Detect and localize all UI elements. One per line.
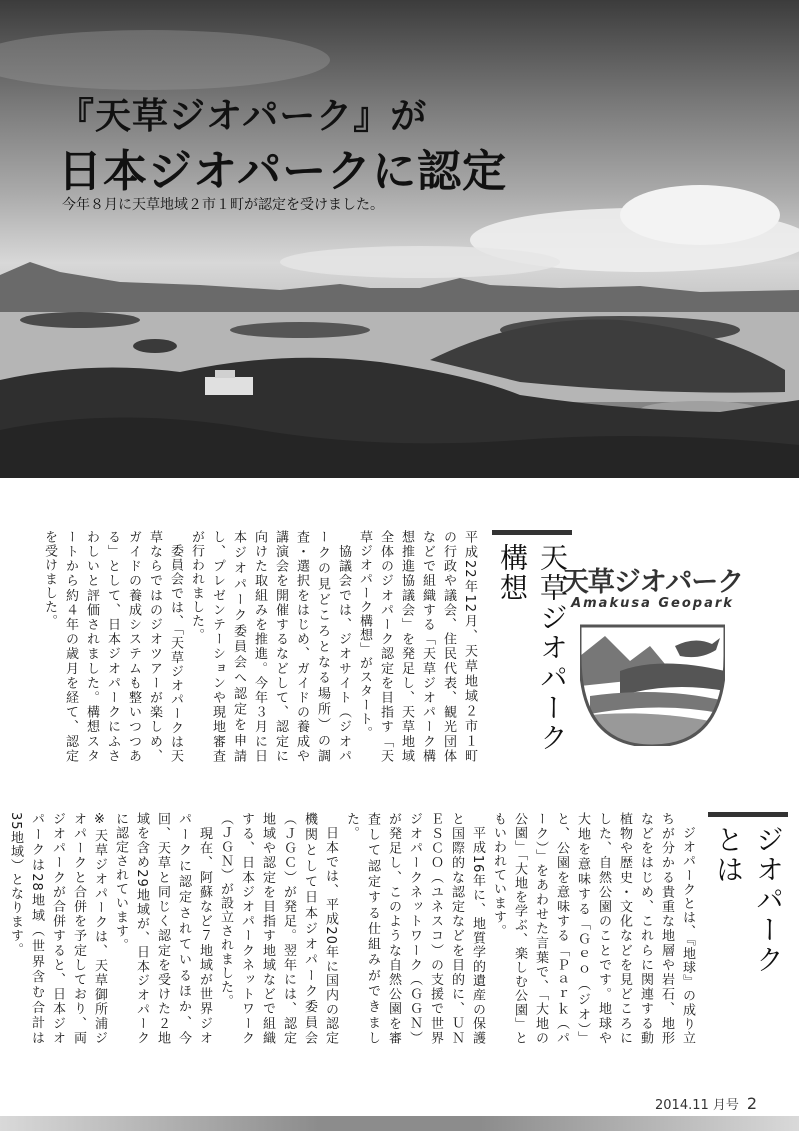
headline-subtitle: 今年８月に天草地域２市１町が認定を受けました。 (62, 197, 384, 213)
page-number: 2 (746, 1094, 758, 1113)
section-body-geopark-initiative: 平成22年12月、天草地域２市１町の行政や議会、住民代表、観光団体などで組織する「天草ジオパーク構想推進協議会」を発足し、天草地域全体のジオパーク認定を目指す「天草ジオパーク構想」がスタート。 協議会では、ジオサイト（ジオパークの見どころとなる場所）の調査・選択をはじめ、ガイドの養成や講演会を開催するなどして、認定に向けた取組みを推進。今年３月に日本ジオパーク委員会へ認定を申請し、プレゼンテーションや現地審査が行われました。 委員会では、「天草ジオパークは天草ならではのジオツアーが楽しめ、ガイドの養成システムも整いつつある」として、日本ジオパークにふさわしいと評価されました。構想スタートから約４年の歳月を経て、認定を受けました。 (42, 530, 477, 763)
section-body-what-is-geopark: ジオパークとは、『地球』の成り立ちが分かる貴重な地層や岩石、地形などをはじめ、これらに関連する動植物や歴史・文化などを見どころにした、自然公園のことです。地球や大地を意味する「Ｇｅｏ（ジオ）」と、公園を意味する「Ｐａｒｋ（パーク）」をあわせた言葉で、「大地の公園」「大地を学ぶ、楽しむ公園」ともいわれています。 平成16年に、地質学的遺産の保護と国際的な認定などを目的に、ＵＮＥＳＣＯ（ユネスコ）の支援で世界ジオパークネットワーク（ＧＧＮ）が発足し、このような自然公園を審査して認定する仕組みができました。 日本では、平成20年に国内の認定機関として日本ジオパーク委員会（ＪＧＣ）が発足。翌年には、認定地域や認定を目指す地域などで組織する、日本ジオパークネットワーク（ＪＧＮ）が設立されました。 現在、阿蘇など７地域が世界ジオパークに認定されているほか、今回、天草と同じく認定を受けた２地域を含め29地域が、日本ジオパークに認定されています。 ※天草ジオパークは、天草御所浦ジオパークと合併を予定しており、両ジオパークが合併すると、日本ジオパークは28地域（世界含む合計は35地域）となります。 (8, 812, 695, 1045)
landscape-illustration (0, 0, 799, 478)
section-heading-geopark-initiative: 天草ジオパーク構想 (492, 530, 572, 768)
hero-photo (0, 0, 799, 478)
section-heading-what-is-geopark: ジオパークとは (708, 812, 788, 1000)
page-footer (655, 1094, 757, 1113)
amakusa-geopark-logo (560, 560, 745, 750)
logo-subtitle: Amakusa Geopark (571, 596, 734, 611)
logo-title: 天草ジオパーク (561, 567, 744, 598)
dolphin-mountain-icon (580, 616, 725, 746)
issue-date: 2014.11 月号 (655, 1098, 739, 1113)
headline-line-1: 『天草ジオパーク』が (58, 96, 428, 137)
headline-line-2: 日本ジオパークに認定 (58, 146, 508, 197)
footer-bar (0, 1116, 799, 1131)
